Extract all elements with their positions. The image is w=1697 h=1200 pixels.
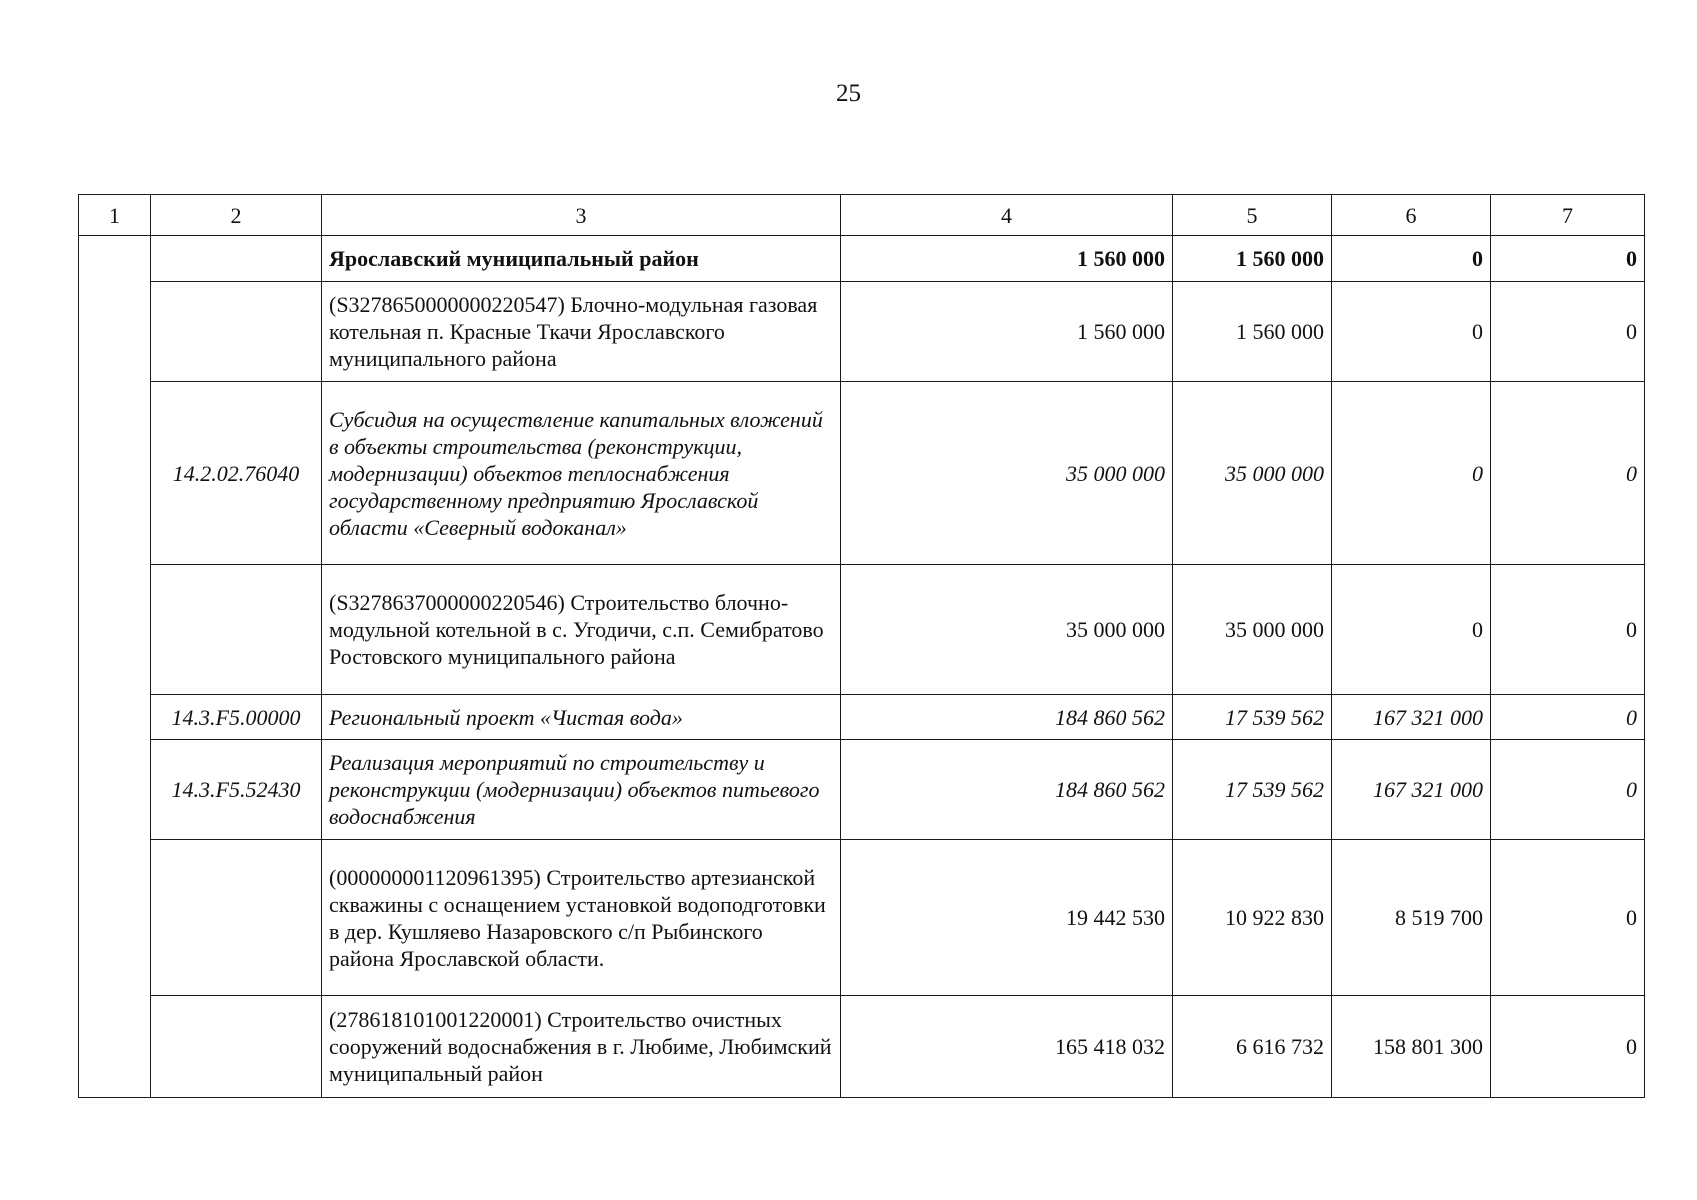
header-col-2: 2: [151, 195, 322, 236]
value-cell-7: 0: [1491, 740, 1645, 840]
value-cell-4: 19 442 530: [841, 840, 1173, 996]
value-cell-5: 17 539 562: [1173, 740, 1332, 840]
value-cell-5: 10 922 830: [1173, 840, 1332, 996]
value-cell-7: 0: [1491, 695, 1645, 740]
value-cell-6: 0: [1332, 565, 1491, 695]
header-col-5: 5: [1173, 195, 1332, 236]
budget-table: [78, 194, 1645, 1098]
table-row: [79, 740, 1645, 840]
code-cell: [151, 282, 322, 382]
table-row: [79, 236, 1645, 282]
value-cell-7: 0: [1491, 236, 1645, 282]
value-cell-7: 0: [1491, 382, 1645, 565]
header-col-1: 1: [79, 195, 151, 236]
value-cell-4: 35 000 000: [841, 382, 1173, 565]
code-cell: [151, 236, 322, 282]
value-cell-4: 1 560 000: [841, 236, 1173, 282]
value-cell-4: 184 860 562: [841, 740, 1173, 840]
value-cell-7: 0: [1491, 282, 1645, 382]
value-cell-6: 0: [1332, 282, 1491, 382]
value-cell-6: 158 801 300: [1332, 996, 1491, 1098]
header-col-4: 4: [841, 195, 1173, 236]
value-cell-4: 165 418 032: [841, 996, 1173, 1098]
table-row: [79, 382, 1645, 565]
page-number: 25: [836, 80, 861, 107]
name-cell: Субсидия на осуществление капитальных вложений в объекты строительства (реконструкции, модернизации) объектов теплоснабжения государственному предприятию Ярославской области «Северный водоканал»: [322, 382, 841, 565]
value-cell-7: 0: [1491, 996, 1645, 1098]
value-cell-5: 17 539 562: [1173, 695, 1332, 740]
code-cell: 14.3.F5.00000: [151, 695, 322, 740]
table-row: [79, 996, 1645, 1098]
value-cell-5: 1 560 000: [1173, 236, 1332, 282]
name-cell: (S3278650000000220547) Блочно-модульная газовая котельная п. Красные Ткачи Ярославского муниципального района: [322, 282, 841, 382]
value-cell-5: 35 000 000: [1173, 382, 1332, 565]
name-cell: Региональный проект «Чистая вода»: [322, 695, 841, 740]
header-col-6: 6: [1332, 195, 1491, 236]
value-cell-5: 6 616 732: [1173, 996, 1332, 1098]
value-cell-6: 8 519 700: [1332, 840, 1491, 996]
value-cell-6: 0: [1332, 382, 1491, 565]
value-cell-6: 167 321 000: [1332, 740, 1491, 840]
code-cell: [151, 840, 322, 996]
col-1-cell: [79, 236, 151, 1098]
name-cell: (S3278637000000220546) Строительство блочно-модульной котельной в с. Угодичи, с.п. Семибратово Ростовского муниципального района: [322, 565, 841, 695]
code-cell: [151, 996, 322, 1098]
header-col-7: 7: [1491, 195, 1645, 236]
header-col-3: 3: [322, 195, 841, 236]
value-cell-7: 0: [1491, 565, 1645, 695]
header-row: [79, 195, 1645, 236]
value-cell-5: 1 560 000: [1173, 282, 1332, 382]
name-cell: Реализация мероприятий по строительству и реконструкции (модернизации) объектов питьевого водоснабжения: [322, 740, 841, 840]
table-row: [79, 695, 1645, 740]
value-cell-6: 0: [1332, 236, 1491, 282]
name-cell: Ярославский муниципальный район: [322, 236, 841, 282]
table-row: [79, 282, 1645, 382]
code-cell: 14.3.F5.52430: [151, 740, 322, 840]
value-cell-4: 184 860 562: [841, 695, 1173, 740]
code-cell: 14.2.02.76040: [151, 382, 322, 565]
value-cell-5: 35 000 000: [1173, 565, 1332, 695]
value-cell-7: 0: [1491, 840, 1645, 996]
table-row: [79, 840, 1645, 996]
table-row: [79, 565, 1645, 695]
name-cell: (000000001120961395) Строительство артезианской скважины с оснащением установкой водоподготовки в дер. Кушляево Назаровского с/п Рыбинского района Ярославской области.: [322, 840, 841, 996]
value-cell-4: 35 000 000: [841, 565, 1173, 695]
name-cell: (278618101001220001) Строительство очистных сооружений водоснабжения в г. Любиме, Любимский муниципальный район: [322, 996, 841, 1098]
value-cell-6: 167 321 000: [1332, 695, 1491, 740]
value-cell-4: 1 560 000: [841, 282, 1173, 382]
code-cell: [151, 565, 322, 695]
